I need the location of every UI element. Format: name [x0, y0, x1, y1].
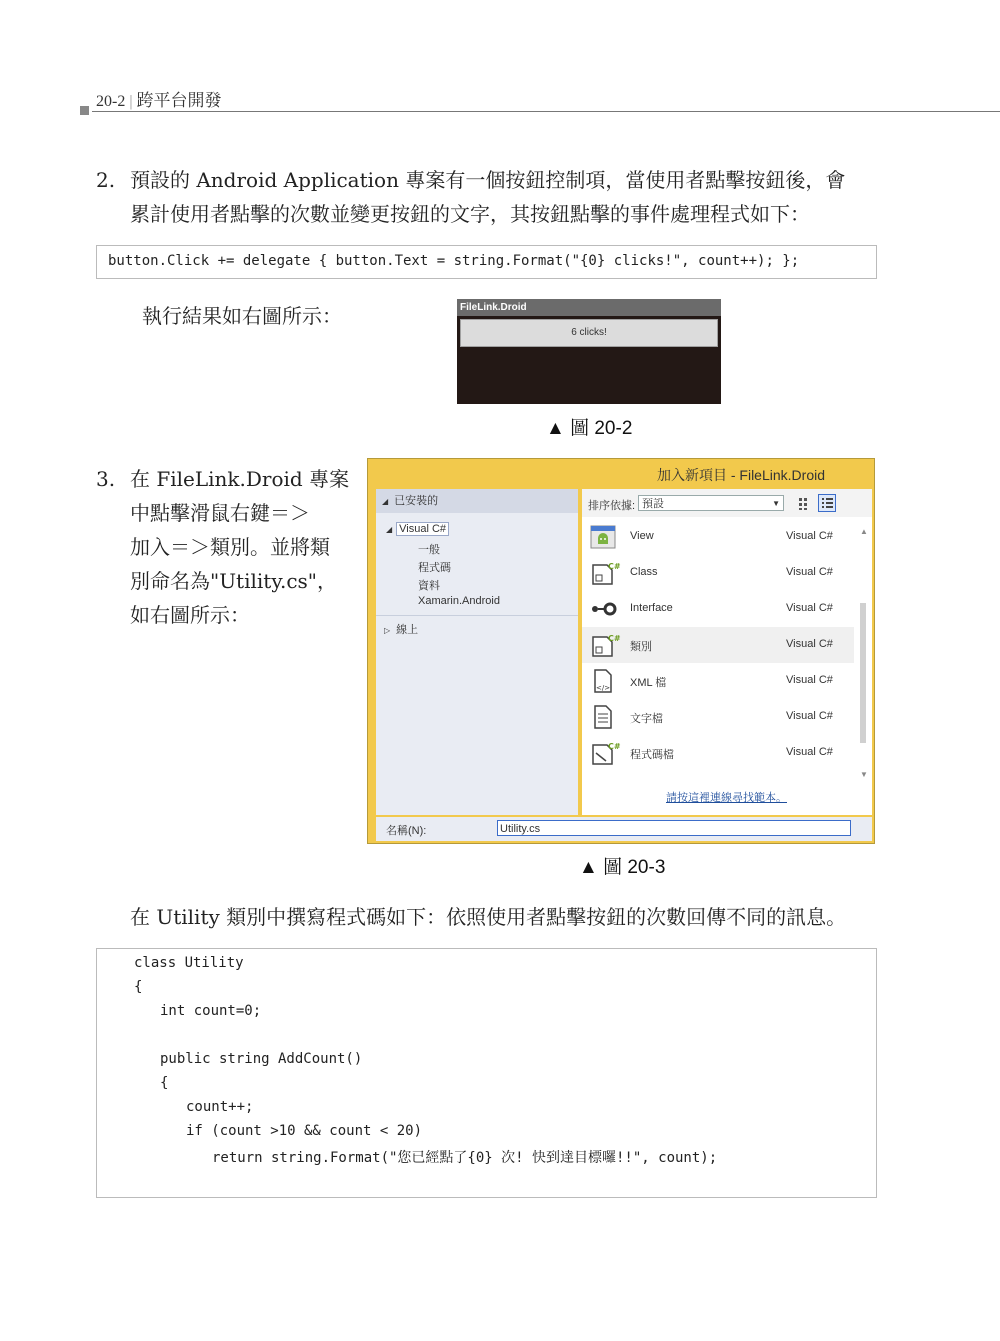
chapter-title: 跨平台開發 — [136, 91, 222, 111]
template-name: XML 檔 — [630, 677, 667, 689]
code-line: { — [134, 979, 143, 995]
online-label: 線上 — [396, 624, 419, 636]
page-number: 20-2 — [96, 93, 126, 110]
template-name: Class — [630, 566, 658, 578]
header-marker — [80, 106, 89, 115]
code-line: { — [160, 1075, 169, 1091]
text-file-icon — [590, 705, 616, 729]
expand-arrow-icon: ◢ — [382, 497, 389, 506]
installed-label: 已安裝的 — [394, 495, 439, 507]
template-row-xml[interactable] — [582, 663, 854, 699]
code-line: class Utility — [134, 955, 244, 971]
sort-label: 排序依據: — [588, 500, 636, 512]
code-block — [96, 948, 877, 1198]
template-language: Visual C# — [786, 602, 833, 614]
step3-line: 中點擊滑鼠右鍵＝＞ — [130, 501, 310, 525]
scroll-down-icon[interactable]: ▼ — [860, 770, 868, 779]
template-name: Interface — [630, 602, 673, 614]
template-language: Visual C# — [786, 710, 833, 722]
tree-item-online[interactable] — [384, 621, 418, 637]
result-text: 執行結果如右圖所示： — [142, 304, 342, 328]
figure-caption-20-3: ▲ 圖 20-3 — [579, 857, 666, 878]
name-input[interactable]: Utility.cs — [497, 820, 851, 836]
inline-code: button.Click += delegate { button.Text = string.Format("{0} clicks!", count++); }; — [108, 253, 800, 269]
installed-header[interactable] — [376, 489, 578, 513]
header-divider: | — [125, 93, 137, 110]
name-label: 名稱(N): — [386, 825, 427, 837]
template-row-class-zh[interactable] — [582, 627, 854, 663]
step2-line1: 預設的 Android Application 專案有一個按鈕控制項，當使用者點擊按鈕後，會 — [130, 168, 846, 192]
scroll-up-icon[interactable]: ▲ — [860, 527, 868, 536]
template-list-panel — [582, 489, 872, 815]
interface-icon — [590, 597, 616, 621]
android-view-icon — [590, 525, 616, 549]
csharp-class-icon — [590, 561, 621, 585]
template-name: 程式碼檔 — [630, 749, 674, 761]
utility-paragraph: 在 Utility 類別中撰寫程式碼如下：依照使用者點擊按鈕的次數回傳不同的訊息。 — [130, 905, 847, 929]
tree-item-visual-csharp[interactable] — [386, 523, 449, 535]
code-line: count++; — [186, 1099, 254, 1115]
name-bar — [376, 817, 872, 841]
template-language: Visual C# — [786, 746, 833, 758]
template-tree-panel — [376, 489, 578, 815]
chevron-down-icon: ▼ — [772, 499, 780, 508]
online-templates-link[interactable]: 請按這裡連線尋找範本。 — [666, 792, 787, 804]
step2-line2: 累計使用者點擊的次數並變更按鈕的文字，其按鈕點擊的事件處理程式如下： — [130, 202, 810, 226]
tree-item-general[interactable]: 一般 — [418, 544, 440, 556]
small-icons-view-icon[interactable] — [798, 496, 812, 510]
expand-arrow-icon: ◢ — [386, 525, 393, 534]
scroll-thumb[interactable] — [860, 603, 866, 743]
collapse-arrow-icon: ▷ — [384, 626, 391, 635]
svg-text:C#: C# — [608, 562, 621, 571]
template-language: Visual C# — [786, 566, 833, 578]
step3-line: 在 FileLink.Droid 專案 — [130, 467, 350, 491]
template-row-code-file[interactable] — [582, 735, 854, 771]
sort-dropdown[interactable] — [638, 495, 784, 511]
template-name: View — [630, 530, 654, 542]
template-language: Visual C# — [786, 530, 833, 542]
app-title-bar: FileLink.Droid — [457, 299, 721, 316]
template-row-text[interactable] — [582, 699, 854, 735]
code-line: return string.Format("您已經點了{0} 次! 快到達目標囉!!", count); — [212, 1150, 718, 1166]
code-line: int count=0; — [160, 1003, 262, 1019]
tree-item-xamarin-android[interactable]: Xamarin.Android — [418, 595, 500, 607]
code-file-icon — [590, 741, 621, 765]
template-row-interface[interactable] — [582, 591, 854, 627]
code-line: if (count >10 && count < 20) — [186, 1123, 423, 1139]
code-line: public string AddCount() — [160, 1051, 363, 1067]
tree-label: Visual C# — [396, 522, 449, 536]
template-row-view[interactable] — [582, 519, 854, 555]
template-row-class[interactable] — [582, 555, 854, 591]
inline-code-box — [96, 245, 877, 279]
svg-text:C#: C# — [608, 634, 621, 643]
sort-bar — [582, 489, 872, 517]
xml-file-icon — [590, 669, 616, 693]
step3-line: 加入＝＞類別。並將類 — [130, 535, 330, 559]
step3-line: 別命名為"Utility.cs"， — [130, 569, 337, 593]
dialog-title: 加入新項目 - FileLink.Droid — [656, 467, 825, 483]
svg-text:C#: C# — [608, 742, 621, 751]
add-new-item-dialog — [367, 458, 875, 844]
template-language: Visual C# — [786, 638, 833, 650]
sort-value: 預設 — [642, 498, 664, 510]
csharp-class-icon — [590, 633, 621, 657]
header-rule — [92, 111, 1000, 112]
template-name: 類別 — [630, 641, 652, 653]
list-view-icon[interactable] — [818, 494, 836, 512]
step2-number: 2. — [96, 168, 116, 192]
figure-caption-20-2: ▲ 圖 20-2 — [546, 418, 633, 439]
template-name: 文字檔 — [630, 713, 663, 725]
clicks-button[interactable]: 6 clicks! — [460, 319, 718, 347]
tree-item-code[interactable]: 程式碼 — [418, 562, 451, 574]
emulator-screenshot — [457, 299, 721, 404]
tree-divider — [376, 615, 578, 616]
template-language: Visual C# — [786, 674, 833, 686]
running-header — [96, 86, 222, 111]
step3-number: 3. — [96, 467, 116, 491]
template-list-scrollbar[interactable] — [858, 527, 868, 779]
tree-item-data[interactable]: 資料 — [418, 580, 440, 592]
svg-text:</>: </> — [596, 684, 611, 692]
step3-line: 如右圖所示： — [130, 603, 250, 627]
